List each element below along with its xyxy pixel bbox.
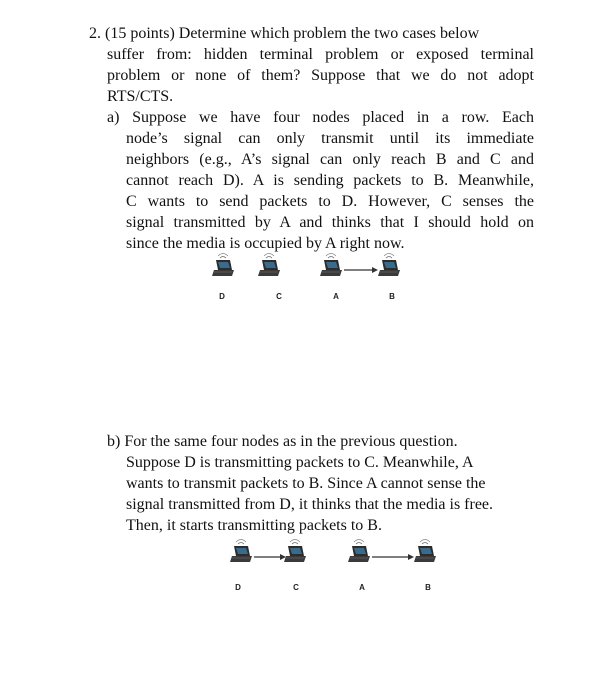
node-label-a: A xyxy=(333,292,339,301)
part-b-line: wants to transmit packets to B. Since A cannot sense the xyxy=(126,475,486,492)
part-b-line: Then, it starts transmitting packets to B. xyxy=(126,517,382,534)
link-d-c-arrow-icon xyxy=(254,554,286,560)
node-d-laptop-icon xyxy=(212,254,234,277)
node-b-laptop-icon xyxy=(414,540,436,563)
problem-line: 2. (15 points) Determine which problem the two cases below xyxy=(89,25,480,42)
part-a-line: node’s signal can only transmit until its immediate xyxy=(126,130,534,147)
node-label-c: C xyxy=(293,583,299,592)
part-a-line: C wants to send packets to D. However, C senses the xyxy=(126,193,534,210)
diagram-b xyxy=(230,540,436,593)
part-a-line: cannot reach D). A is sending packets to B. Meanwhile, xyxy=(126,172,534,189)
link-a-b-arrow-icon xyxy=(344,267,378,273)
problem-line: RTS/CTS. xyxy=(107,88,174,105)
part-b-line: signal transmitted from D, it thinks that the media is free. xyxy=(126,496,494,513)
diagram-a xyxy=(212,254,400,302)
node-d-laptop-icon xyxy=(230,540,252,563)
node-label-b: B xyxy=(389,292,395,301)
node-b-laptop-icon xyxy=(378,254,400,277)
part-a-line: signal transmitted by A and thinks that I should hold on xyxy=(126,214,534,231)
node-label-d: D xyxy=(219,292,225,301)
node-c-laptop-icon xyxy=(284,540,306,563)
part-a-line: neighbors (e.g., A’s signal can only reach B and C and xyxy=(126,151,534,168)
node-label-c: C xyxy=(276,292,282,301)
node-a-laptop-icon xyxy=(320,254,342,277)
node-label-d: D xyxy=(235,583,241,592)
problem-line: problem or none of them? Suppose that we do not adopt xyxy=(107,67,534,84)
node-c-laptop-icon xyxy=(258,254,280,277)
part-b-line: Suppose D is transmitting packets to C. Meanwhile, A xyxy=(126,454,474,471)
problem-line: suffer from: hidden terminal problem or exposed terminal xyxy=(107,46,534,63)
part-a-line: a) Suppose we have four nodes placed in a row. Each xyxy=(107,109,534,126)
part-b-line: b) For the same four nodes as in the previous question. xyxy=(107,433,458,450)
link-a-b-arrow-icon xyxy=(372,554,414,560)
node-label-b: B xyxy=(425,583,431,592)
part-a-line: since the media is occupied by A right now. xyxy=(126,235,405,252)
node-label-a: A xyxy=(359,583,365,592)
node-a-laptop-icon xyxy=(348,540,370,563)
